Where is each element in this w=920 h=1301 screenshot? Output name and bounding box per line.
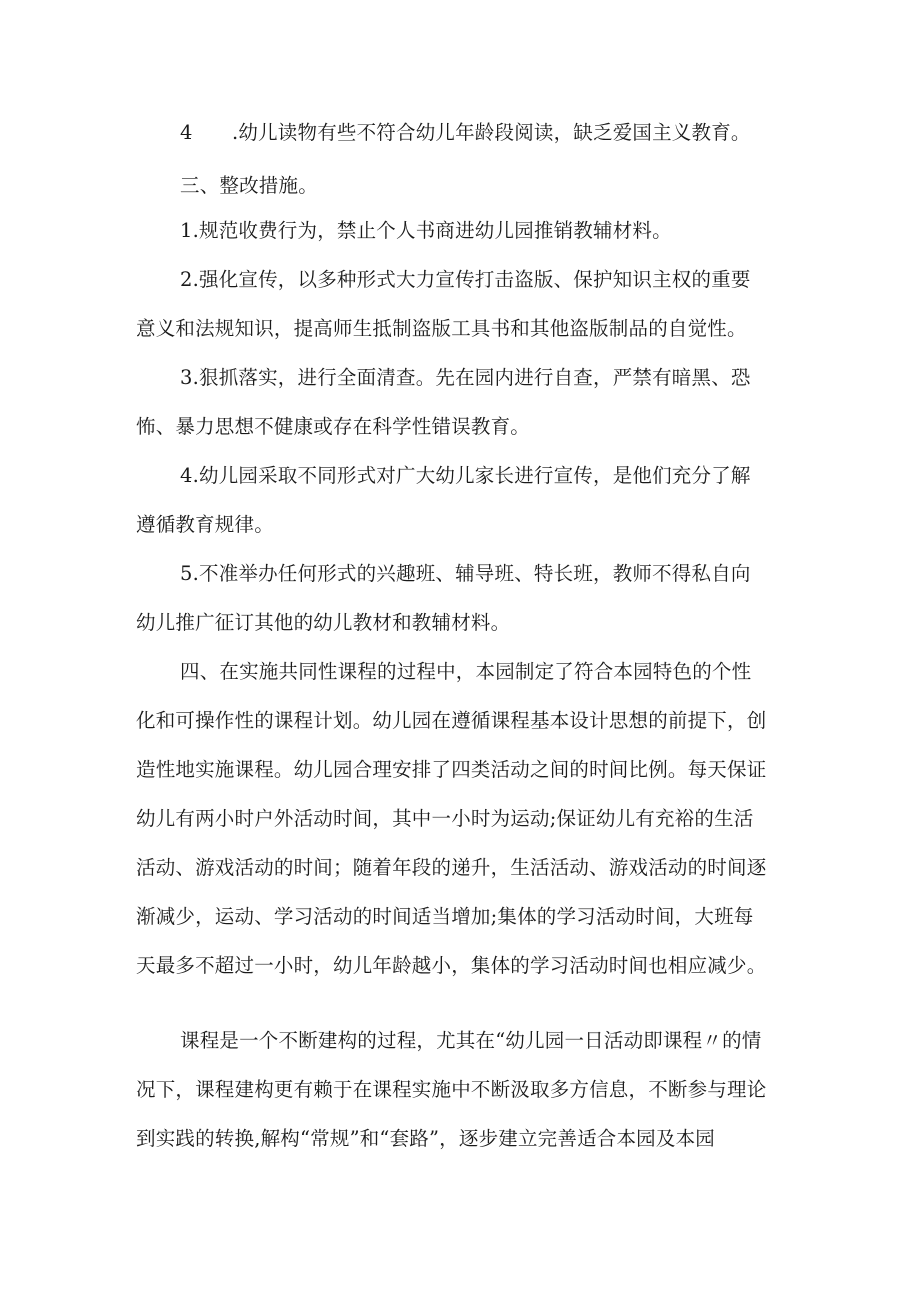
text-line: 幼儿推广征订其他的幼儿教材和教辅材料。 bbox=[136, 611, 511, 634]
text-line: 遵循教育规律。 bbox=[136, 513, 274, 536]
text-line: 2.强化宣传，以多种形式大力宣传打击盗版、保护知识主权的重要 bbox=[180, 268, 751, 291]
text-line: 化和可操作性的课程计划。幼儿园在遵循课程基本设计思想的前提下，创 bbox=[136, 709, 767, 732]
text-line: 天最多不超过一小时，幼儿年龄越小，集体的学习活动时间也相应减少。 bbox=[136, 954, 767, 977]
text-line: 5.不准举办任何形式的兴趣班、辅导班、特长班，教师不得私自向 bbox=[180, 562, 751, 585]
text-line: 意义和法规知识，提高师生抵制盗版工具书和其他盗版制品的自觉性。 bbox=[136, 317, 747, 340]
text-line: 到实践的转换,解构“常规”和“套路”，逐步建立完善适合本园及本园 bbox=[136, 1127, 715, 1150]
text-line: 造性地实施课程。幼儿园合理安排了四类活动之间的时间比例。每天保证 bbox=[136, 758, 767, 781]
text-line: 况下，课程建构更有赖于在课程实施中不断汲取多方信息，不断参与理论 bbox=[136, 1078, 767, 1101]
text-line: 怖、暴力思想不健康或存在科学性错误教育。 bbox=[136, 415, 531, 438]
text-line: 渐减少，运动、学习活动的时间适当增加;集体的学习活动时间，大班每 bbox=[136, 905, 754, 928]
text-line: 4.幼儿园采取不同形式对广大幼儿家长进行宣传，是他们充分了解 bbox=[180, 464, 751, 487]
text-line: 课程是一个不断建构的过程，尤其在“幼儿园一日活动即课程〃的情 bbox=[180, 1029, 762, 1052]
text-line: 1.规范收费行为，禁止个人书商进幼儿园推销教辅材料。 bbox=[180, 219, 672, 242]
text-line: 幼儿有两小时户外活动时间，其中一小时为运动;保证幼儿有充裕的生活 bbox=[136, 807, 754, 830]
section-heading: 三、整改措施。 bbox=[180, 174, 318, 197]
text-line: 4 .幼儿读物有些不符合幼儿年龄段阅读，缺乏爱国主义教育。 bbox=[180, 121, 751, 144]
text-line: 3.狠抓落实，进行全面清查。先在园内进行自查，严禁有暗黑、恐 bbox=[180, 366, 751, 389]
section-heading: 四、在实施共同性课程的过程中，本园制定了符合本园特色的个性 bbox=[180, 660, 752, 683]
text-line: 活动、游戏活动的时间；随着年段的递升，生活活动、游戏活动的时间逐 bbox=[136, 856, 767, 879]
